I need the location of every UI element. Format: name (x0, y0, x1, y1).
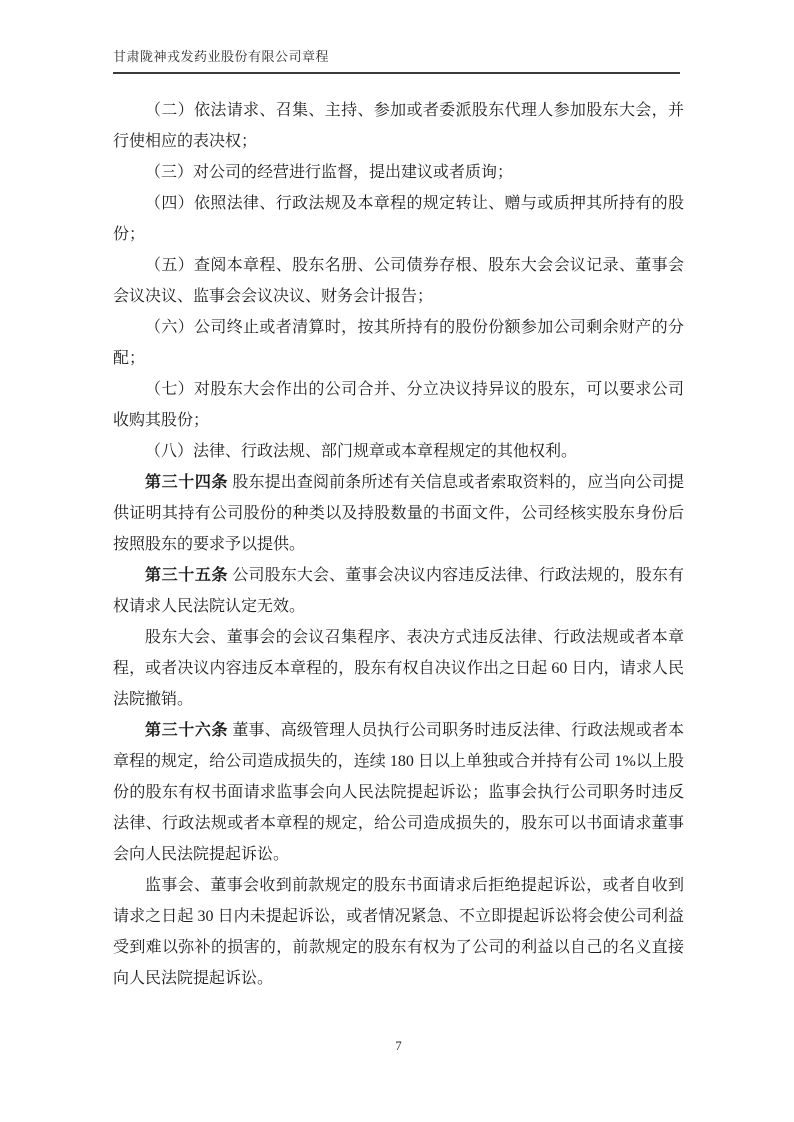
page-number: 7 (395, 1038, 402, 1053)
document-body (113, 95, 684, 994)
paragraph: 股东大会、董事会的会议召集程序、表决方式违反法律、行政法规或者本章程，或者决议内容违反本章程的，股东有权自决议作出之日起 60 日内，请求人民法院撤销。 (113, 629, 684, 708)
paragraph: 监事会、董事会收到前款规定的股东书面请求后拒绝提起诉讼，或者自收到请求之日起 30 日内未提起诉讼，或者情况紧急、不立即提起诉讼将会使公司利益受到难以弥补的损害的，前款规定的股东有权为了公司的利益以自己的名义直接向人民法院提起诉讼。 (113, 877, 684, 987)
article-paragraph: 第三十五条 公司股东大会、董事会决议内容违反法律、行政法规的，股东有权请求人民法院认定无效。 (113, 567, 684, 615)
article-number: 第三十六条 (145, 722, 229, 739)
article-paragraph: 第三十四条 股东提出查阅前条所述有关信息或者索取资料的，应当向公司提供证明其持有公司股份的种类以及持股数量的书面文件，公司经核实股东身份后按照股东的要求予以提供。 (113, 474, 684, 553)
page-header-title: 甘肃陇神戎发药业股份有限公司章程 (113, 49, 680, 74)
paragraph: （三）对公司的经营进行监督，提出建议或者质询； (145, 164, 514, 181)
paragraph: （二）依法请求、召集、主持、参加或者委派股东代理人参加股东大会，并行使相应的表决权； (113, 102, 684, 150)
article-number: 第三十四条 (145, 474, 229, 491)
article-paragraph: 第三十六条 董事、高级管理人员执行公司职务时违反法律、行政法规或者本章程的规定，给公司造成损失的，连续 180 日以上单独或合并持有公司 1%以上股份的股东有权书面请求监事会向人民法院提起诉讼；监事会执行公司职务时违反法律、行政法规或者本章程的规定，给公司造成损失的，股东可以书面请求董事会向人民法院提起诉讼。 (113, 722, 684, 863)
article-number: 第三十五条 (145, 567, 229, 584)
paragraph: （四）依照法律、行政法规及本章程的规定转让、赠与或质押其所持有的股份； (113, 195, 684, 243)
paragraph: （八）法律、行政法规、部门规章或本章程规定的其他权利。 (145, 443, 578, 460)
paragraph: （七）对股东大会作出的公司合并、分立决议持异议的股东，可以要求公司收购其股份； (113, 381, 684, 429)
paragraph: （五）查阅本章程、股东名册、公司债券存根、股东大会会议记录、董事会会议决议、监事会会议决议、财务会计报告； (113, 257, 684, 305)
paragraph: （六）公司终止或者清算时，按其所持有的股份份额参加公司剩余财产的分配； (113, 319, 684, 367)
